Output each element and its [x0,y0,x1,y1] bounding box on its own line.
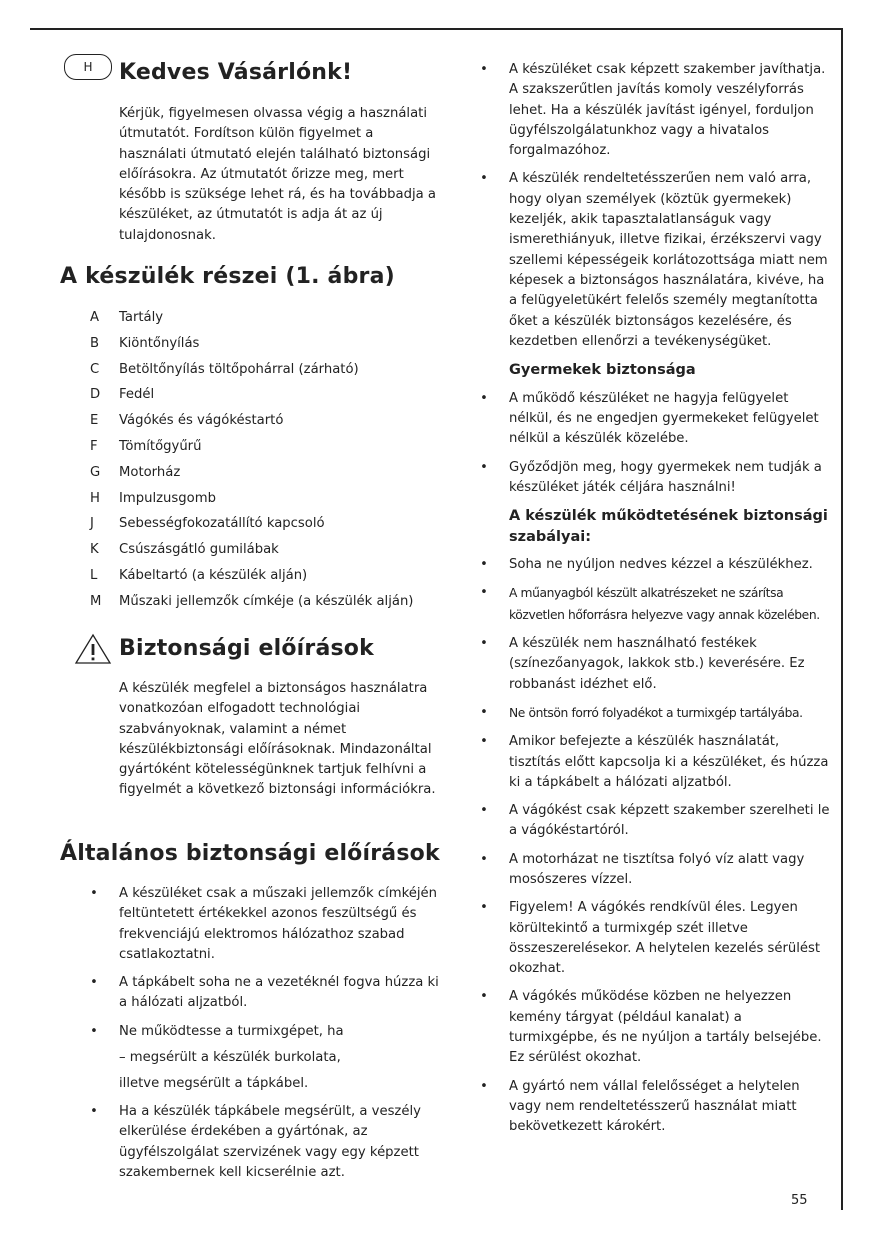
parts-title: A készülék részei (1. ábra) [60,264,395,289]
part-label: Kiöntőnyílás [119,335,200,351]
bullet-icon: • [480,989,488,1005]
list-item [478,898,830,979]
bullet-icon: • [480,636,488,652]
part-row [90,385,450,411]
part-row [90,437,450,463]
list-item [88,1022,440,1094]
bullet-icon: • [480,734,488,750]
bullet-text: A gyártó nem vállal felelősséget a helytelen vagy nem rendeltetésszerű használat miatt bekövetkezett károkért. [509,1078,800,1135]
top-rule [30,28,843,30]
bullet-text: A műanyagból készült alkatrészeket ne szárítsa közvetlen hőforrásra helyezve vagy annak közelében. [509,586,820,622]
bullet-text: A tápkábelt soha ne a vezetéknél fogva húzza ki a hálózati aljzatból. [119,975,439,1011]
language-badge: H [64,54,112,80]
part-row [90,360,450,386]
part-row [90,514,450,540]
list-item [478,169,830,352]
list-item [478,555,830,575]
part-letter: D [90,387,101,403]
general-title: Általános biztonsági előírások [60,841,440,866]
greeting-title: Kedves Vásárlónk! [119,60,353,85]
page-number: 55 [791,1193,808,1208]
bullet-icon: • [480,851,488,867]
list-item [88,1102,440,1183]
part-label: Impulzusgomb [119,490,216,506]
list-item [478,732,830,793]
bullet-text: A készüléket csak a műszaki jellemzők címkéjén feltüntetett értékekkel azonos feszültségű és frekvenciájú elektromos hálózathoz szabad csatlakoztatni. [119,886,437,962]
bullet-text: A vágókést csak képzett szakember szerelheti le a vágókéstartóról. [509,803,830,839]
part-letter: B [90,335,100,351]
bullet-icon: • [90,1104,98,1120]
part-letter: C [90,361,100,377]
part-label: Vágókés és vágókéstartó [119,413,284,429]
part-label: Műszaki jellemzők címkéje (a készülék alján) [119,593,414,609]
part-label: Kábeltartó (a készülék alján) [119,567,308,583]
part-label: Csúszásgátló gumilábak [119,542,279,558]
bullet-text: Figyelem! A vágókés rendkívül éles. Legyen körültekintő a turmixgép szét illetve összeszerelésekor. A helytelen kezelés sérülést okozhat. [509,900,821,977]
safety-title: Biztonsági előírások [119,636,374,661]
part-row [90,334,450,360]
parts-list [90,308,450,618]
bullet-icon: • [90,886,98,901]
bullet-icon: • [480,900,488,916]
bullet-text: A készülék rendeltetésszerűen nem való arra, hogy olyan személyek (köztük gyermekek) kezeljék, akik tapasztalatlanságuk vagy ismerethiányuk, illetve fizikai, érzékszervi vagy szellemi képességeik korlátozottsága miatt nem képesek a biztonságos használatára, kivéve, ha a felügyeletükért felelős személy megtanította őket a készülék biztonságos kezelésére, és kezdetben ellenőrzi a tevékenységüket. [509,171,828,349]
part-label: Sebességfokozatállító kapcsoló [119,516,325,532]
bullet-text: A motorházat ne tisztítsa folyó víz alatt vagy mosószeres vízzel. [509,851,805,887]
list-item [478,583,830,626]
bullet-text: A működő készüléket ne hagyja felügyelet nélkül, és ne engedjen gyermekeket felügyelet nélkül a készülék közelébe. [509,390,819,447]
part-row [90,489,450,515]
bullet-text: Ha a készülék tápkábele megsérült, a veszély elkerülése érdekében a gyártónak, az ügyfélszolgálat szervizének vagy egy képzett szakembernek kell kicserélnie azt. [119,1104,421,1180]
part-letter: L [90,567,98,583]
bullet-icon: • [480,1078,488,1094]
bullet-icon: • [90,1023,98,1039]
bullet-icon: • [90,975,98,991]
part-letter: H [90,490,100,506]
part-letter: K [90,542,99,558]
sub-line: – megsérült a készülék burkolata, [119,1050,341,1066]
right-top-bullets [478,60,830,1146]
bullet-icon: • [480,390,488,406]
bullet-icon: • [480,459,488,475]
list-item [88,884,440,965]
right-rule [841,28,843,1210]
part-letter: E [90,413,99,429]
general-bullets [88,884,440,1191]
children-safety-title: Gyermekek biztonsága [509,362,696,379]
bullet-icon: • [480,171,488,187]
part-letter: A [90,310,100,325]
part-letter: J [90,516,94,532]
part-label: Tömítőgyűrű [119,438,202,454]
sub-line: illetve megsérült a tápkábel. [119,1076,309,1092]
warning-triangle-icon [74,633,112,665]
list-item [478,60,830,161]
part-row [90,411,450,437]
list-item [478,850,830,891]
bullet-text: Győződjön meg, hogy gyermekek nem tudják a készüléket játék céljára használni! [509,459,822,495]
part-row [90,540,450,566]
part-letter: M [90,593,102,609]
bullet-icon: • [480,585,488,601]
list-item [478,389,830,450]
bullet-text: A vágókés működése közben ne helyezzen kemény tárgyat (például kanalat) a turmixgépbe, és ne nyúljon a tartály belsejébe. Ez sérülést okozhat. [509,989,822,1066]
part-row [90,592,450,618]
list-item [478,458,830,499]
part-row [90,463,450,489]
bullet-text: Ne működtesse a turmixgépet, ha [119,1023,344,1039]
list-item [478,634,830,695]
part-label: Betöltőnyílás töltőpohárral (zárható) [119,361,359,377]
subsection-heading-item [478,506,830,547]
bullet-icon: • [480,62,488,77]
bullet-icon: • [480,557,488,573]
part-row [90,308,450,334]
bullet-text: A készüléket csak képzett szakember javíthatja. A szakszerűtlen javítás komoly veszélyforrás lehet. Ha a készülék javítást igényel, forduljon ügyfélszolgálatunkhoz vagy a hivatalos forgalmazóhoz. [509,62,826,159]
part-letter: G [90,464,101,480]
operation-safety-title: A készülék működtetésének biztonsági szabályai: [509,508,828,545]
bullet-icon: • [480,803,488,819]
bullet-text: Soha ne nyúljon nedves kézzel a készülékhez. [509,557,813,573]
bullet-text: A készülék nem használható festékek (színezőanyagok, lakkok stb.) keverésére. Ez robbanást idézhet elő. [509,636,805,692]
bullet-text: Amikor befejezte a készülék használatát, tisztítás előtt kapcsolja ki a készüléket, és húzza ki a tápkábelt a hálózati aljzatból. [509,734,829,790]
greeting-text: Kérjük, figyelmesen olvassa végig a használati útmutatót. Fordítson külön figyelmet a használati útmutató elején található biztonsági előírásokra. Az útmutatót őrizze meg, mert később is szüksége lehet rá, és ha továbbadja a készüléket, az útmutatót is adja át az új tulajdonosnak. [119,106,436,243]
subsection-heading-item [478,360,830,381]
bullet-icon: • [480,704,488,720]
part-label: Tartály [119,310,164,325]
part-letter: F [90,438,98,454]
part-label: Fedél [119,387,155,403]
safety-text: A készülék megfelel a biztonságos használatra vonatkozóan elfogadott technológiai szabványoknak, valamint a német készülékbiztonsági előírásoknak. Mindazonáltal gyártóként kötelességünknek tartjuk felhívni a figyelmét a következő biztonsági információkra. [119,681,436,798]
part-row [90,566,450,592]
list-item [478,703,830,724]
list-item [478,801,830,842]
bullet-text: Ne öntsön forró folyadékot a turmixgép tartályába. [509,705,803,720]
list-item [478,1077,830,1138]
list-item [88,973,440,1014]
part-label: Motorház [119,464,181,480]
list-item [478,987,830,1068]
